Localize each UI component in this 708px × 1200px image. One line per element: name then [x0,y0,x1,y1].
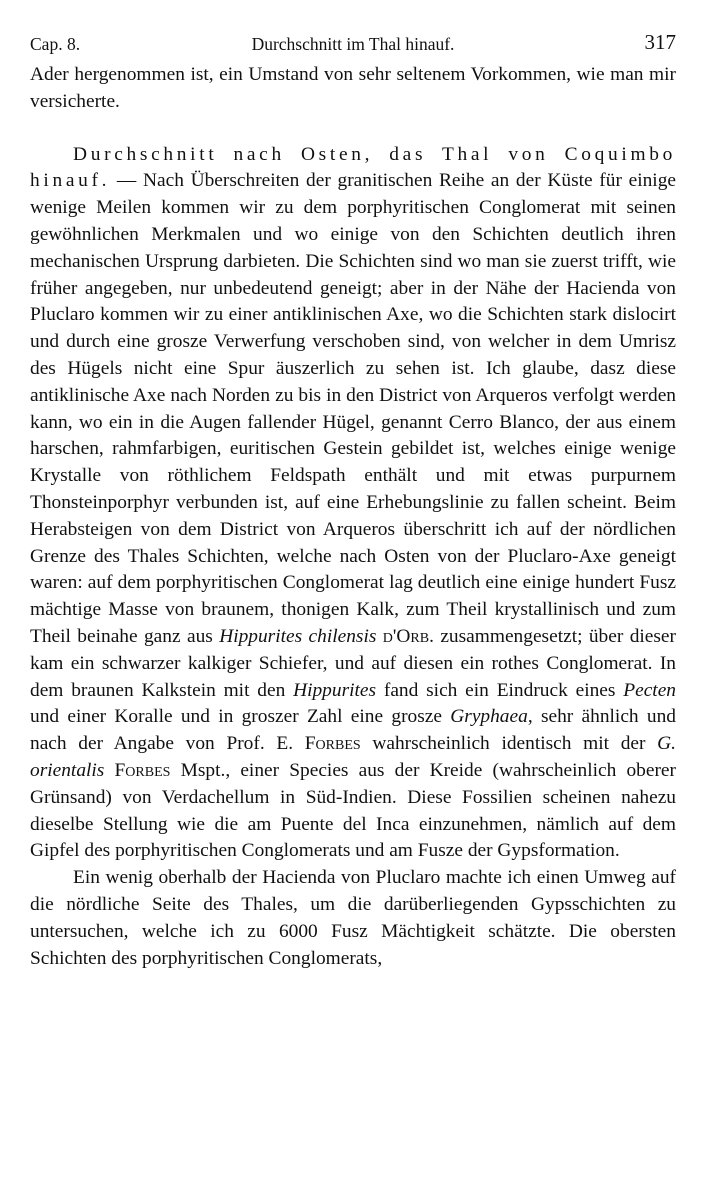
text-run: Ader hergenommen ist, ein Umstand von sehr seltenem Vorkommen, wie man mir versicherte. [30,64,676,112]
section-heading-run: Durchschnitt nach Osten, das Thal von Coquimbo hinauf. [30,143,676,192]
text-run: zusammengesetzt; über dieser kam ein schwarzer kalkiger Schiefer, und auf diesen ein rothes Conglomerat. In dem braunen Kalkstein mit den [30,625,676,701]
taxon-name: Pecten [623,679,676,701]
text-run: und einer Koralle und in groszer Zahl eine grosze [30,706,451,728]
book-page [30,28,676,972]
author-name: Forbes [304,733,361,755]
chapter-label: Cap. 8. [30,34,81,54]
text-run: fand sich ein Eindruck eines [376,679,624,701]
text-run: — Nach Überschreiten der granitischen Reihe an der Küste für einige wenige Meilen kommen wir zu dem porphyritischen Conglomerat mit seinen gewöhnlichen Merkmalen und wo einige von den Schichten deutlich ihren mechanischen Ursprung darbieten. Die Schichten sind wo man sie zuerst trifft, wie früher angegeben, nur unbedeutend geneigt; aber in der Nähe der Hacienda von Pluclaro kommen wir zu einer antiklinischen Axe, wo die Schichten stark dislocirt und durch eine grosze Verwerfung verschoben sind, von welcher in dem Umrisz des Hügels nicht eine Spur äuszerlich zu sehen ist. Ich glaube, dasz diese antiklinische Axe nach Norden zu bis in den District von Arqueros verfolgt werden kann, wo ein in die Augen fallender Hügel, genannt Cerro Blanco, der aus einem harschen, rahmfarbigen, euritischen Gestein gebildet ist, welches einige wenige Krystalle von röthlichem Feldspath enthält und mit etwas purpurnem Thonsteinporphyr verbunden ist, auf eine Erhebungslinie zu fallen scheint. Beim Herabsteigen von dem District von Arqueros überschritt ich auf der nördlichen Grenze des Thales Schichten, welche nach Osten von der Pluclaro-Axe geneigt waren: auf dem porphyritischen Conglomerat lag deutlich eine einige hundert Fusz mächtige Masse von braunem, thonigen Kalk, zum Theil krystallinisch und zum Theil beinahe ganz aus [30,170,676,647]
text-run: Mspt., einer Species aus der Kreide (wahrscheinlich oberer Grünsand) von Verdachellum in Süd-Indien. Diese Fossilien scheinen nahezu dieselbe Stellung wie die am Puente del Inca einzunehmen, nämlich auf dem Gipfel des porphyritischen Conglomerats und am Fusze der Gypsformation. [30,759,676,862]
taxon-name: Gryphaea [450,706,528,728]
taxon-name: Hippurites [293,679,377,701]
text-run [104,760,114,781]
taxon-name: Hippurites chilensis [219,625,377,647]
page-number: 317 [644,30,676,54]
paragraph-continuation [30,62,676,116]
running-title: Durchschnitt im Thal hinauf. [251,34,455,54]
paragraph-section-coquimbo [30,142,676,866]
body-text [30,62,676,972]
author-name: Forbes [114,759,171,781]
text-run: , sehr ähnlich und nach der Angabe von Prof. E. [30,706,676,755]
paragraph-pluclaro [30,865,676,972]
taxon-name: G. orientalis [30,733,676,781]
text-run: Ein wenig oberhalb der Hacienda von Pluclaro machte ich einen Umweg auf die nördliche Seite des Thales, um die darüberliegenden Gypsschichten zu untersuchen, welche ich zu 6000 Fusz Mächtigkeit schätzte. Die obersten Schichten des porphyritischen Conglomerats, [30,867,676,969]
author-name: d'Orb. [382,625,434,647]
text-run: wahrscheinlich identisch mit der [360,733,658,755]
running-header [30,28,676,62]
